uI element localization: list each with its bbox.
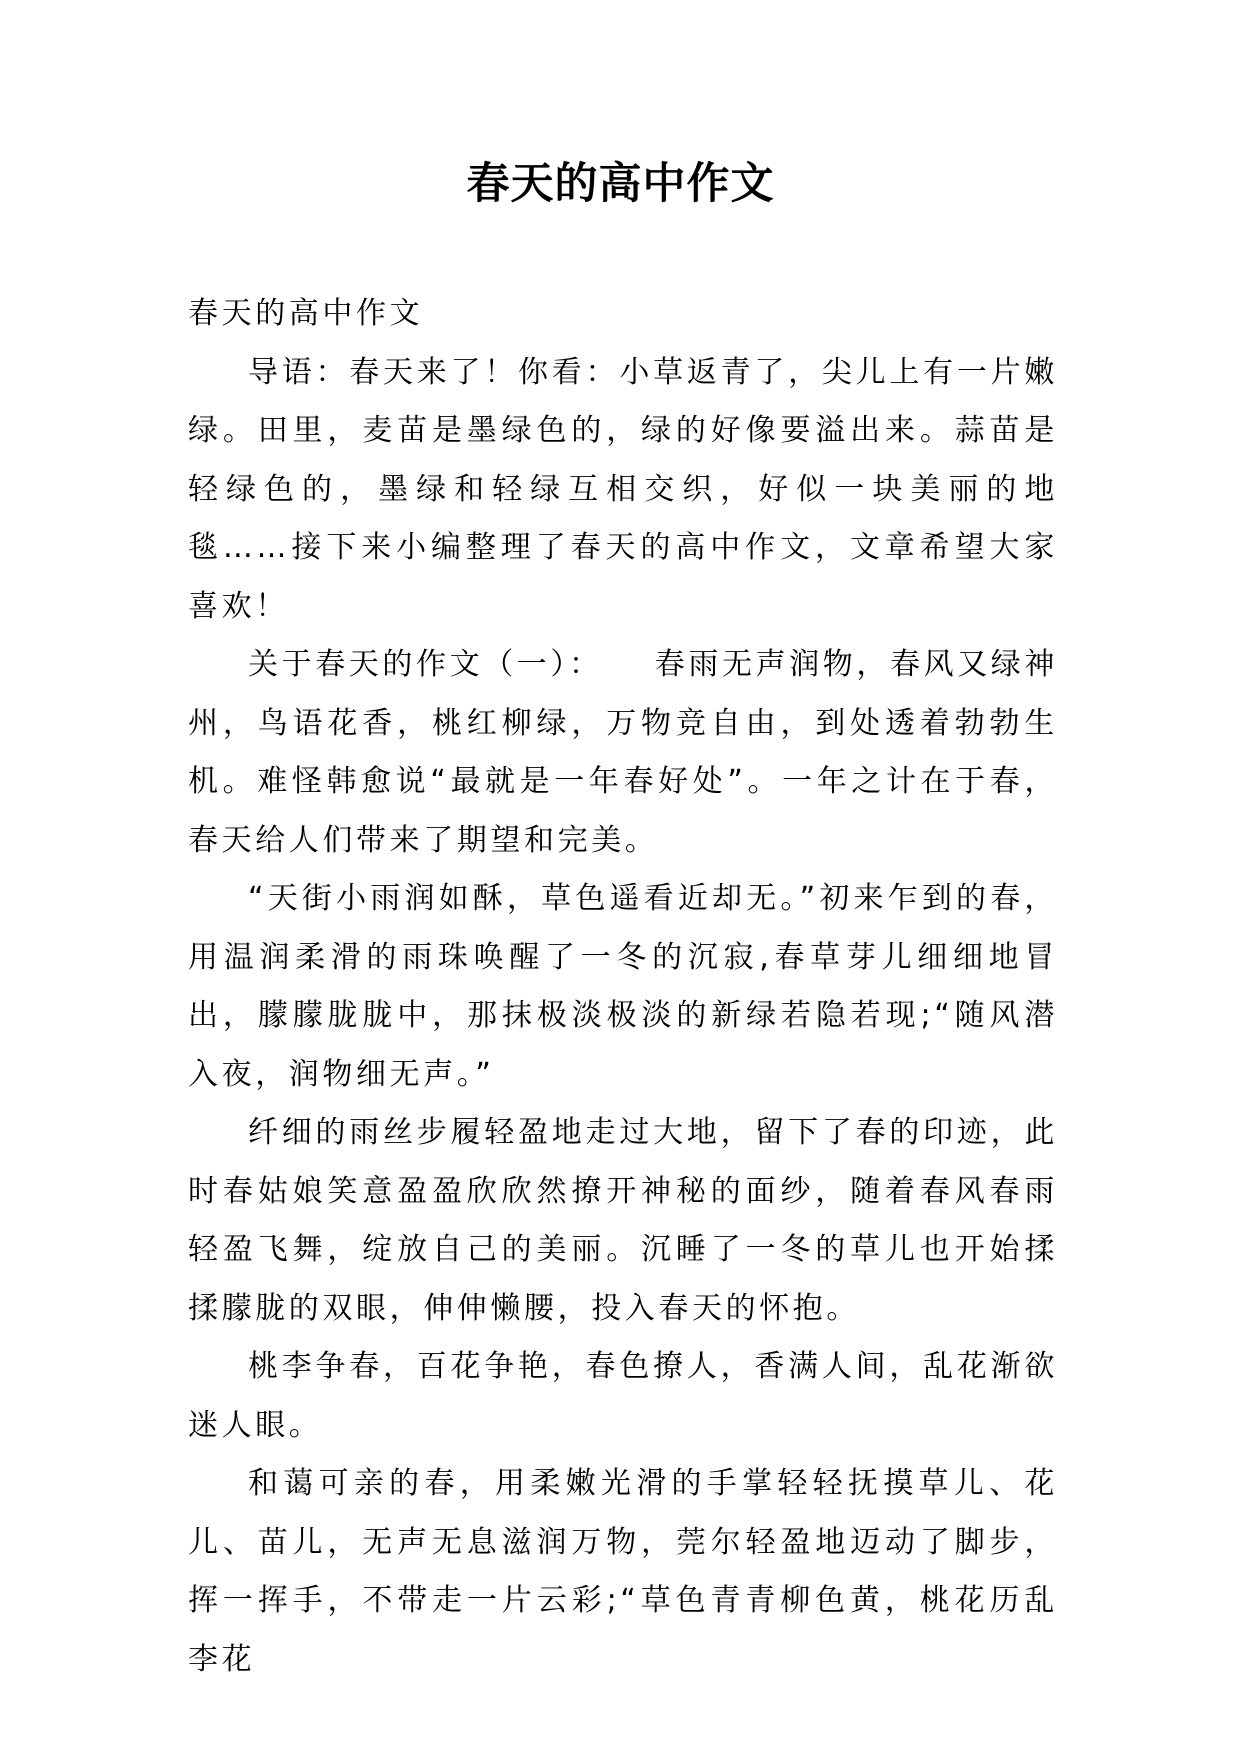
paragraph-rain-silk: 纤细的雨丝步履轻盈地走过大地，留下了春的印迹，此时春姑娘笑意盈盈欣欣然撩开神秘的面纱，随着春风春雨轻盈飞舞，绽放自己的美丽。沉睡了一冬的草儿也开始揉揉朦胧的双眼，伸伸懒腰，投入春天的怀抱。 — [188, 1115, 1058, 1326]
document-title: 春天的高中作文 — [466, 159, 775, 209]
paragraph-gentle-spring: 和蔼可亲的春，用柔嫩光滑的手掌轻轻抚摸草儿、花儿、苗儿，无声无息滋润万物，莞尔轻盈地迈动了脚步，挥一挥手，不带走一片云彩;“草色青青柳色黄，桃花历乱李花 — [188, 1466, 1058, 1677]
paragraph-flowers: 桃李争春，百花争艳，春色撩人，香满人间，乱花渐欲迷人眼。 — [188, 1349, 1058, 1443]
document-subtitle: 春天的高中作文 — [188, 296, 424, 331]
document-body — [188, 285, 1058, 1689]
paragraph-spring-rain: “天街小雨润如酥，草色遥看近却无。”初来乍到的春，用温润柔滑的雨珠唤醒了一冬的沉寂,春草芽儿细细地冒出，朦朦胧胧中，那抹极淡极淡的新绿若隐若现;“随风潜入夜，润物细无声。” — [188, 881, 1058, 1092]
paragraph-intro: 导语：春天来了！你看：小草返青了，尖儿上有一片嫩绿。田里，麦苗是墨绿色的，绿的好像要溢出来。蒜苗是轻绿色的，墨绿和轻绿互相交织，好似一块美丽的地毯……接下来小编整理了春天的高中作文，文章希望大家喜欢！ — [188, 354, 1058, 624]
paragraph-essay-one: 关于春天的作文（一）： 春雨无声润物，春风又绿神州，鸟语花香，桃红柳绿，万物竞自由，到处透着勃勃生机。难怪韩愈说“最就是一年春好处”。一年之计在于春，春天给人们带来了期望和完美。 — [188, 647, 1058, 858]
